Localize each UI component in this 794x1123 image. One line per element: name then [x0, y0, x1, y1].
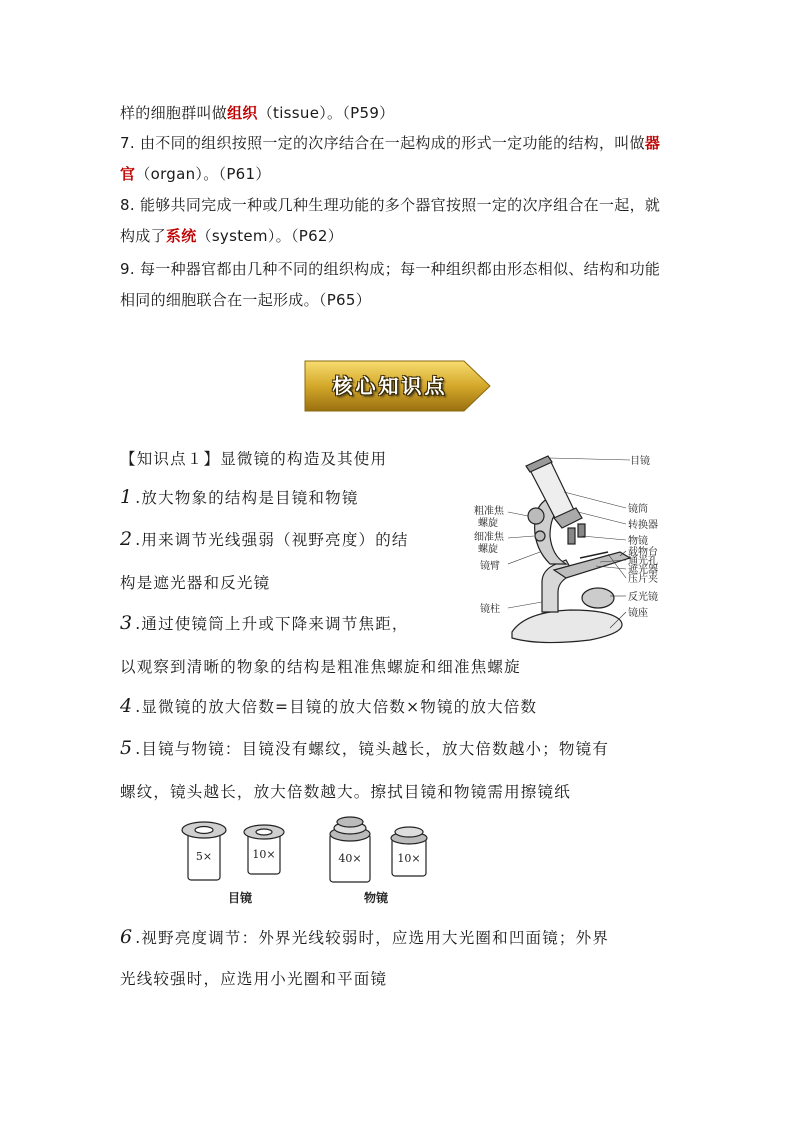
- banner-title: 核心知识点: [332, 374, 448, 398]
- label-diaphragm: 遮光器: [628, 565, 658, 576]
- knowledge-item-4: 4 .显微镜的放大倍数=目镜的放大倍数×物镜的放大倍数: [120, 695, 538, 717]
- label-pillar: 镜柱: [480, 604, 500, 615]
- eyepiece-caption: 目镜: [227, 891, 253, 905]
- knowledge-item-6-cont: 光线较强时，应选用小光圈和平面镜: [120, 970, 388, 988]
- label-arm: 镜臂: [480, 561, 500, 572]
- label-coarse-focus-2: 螺旋: [478, 518, 498, 529]
- objective-40x-label: 40×: [338, 852, 362, 865]
- lenses-diagram: [180, 812, 440, 908]
- knowledge-item-6: 6 .视野亮度调节：外界光线较弱时，应选用大光圈和凹面镜；外界: [120, 926, 610, 948]
- term-organ: 器官: [120, 134, 661, 183]
- paragraph-7: 7. 由不同的组织按照一定的次序结合在一起构成的形式一定功能的结构，叫做器官（organ）。（P61）: [120, 134, 661, 183]
- label-revolver: 转换器: [628, 520, 658, 531]
- eyepiece-5x-label: 5×: [195, 850, 213, 863]
- knowledge-item-3-cont: 以观察到清晰的物象的结构是粗准焦螺旋和细准焦螺旋: [120, 658, 521, 676]
- microscope-drawing: [512, 456, 630, 643]
- knowledge-item-5: 5 .目镜与物镜：目镜没有螺纹，镜头越长，放大倍数越小；物镜有: [120, 737, 610, 759]
- label-mirror: 反光镜: [628, 592, 658, 603]
- objective-40x: [330, 817, 370, 882]
- paragraph-9: 9. 每一种器官都由几种不同的组织构成；每一种组织都由形态相似、结构和功能相同的细胞联合在一起形成。（P65）: [120, 260, 661, 309]
- term-tissue: 组织: [227, 104, 258, 122]
- label-fine-focus-2: 螺旋: [478, 544, 498, 555]
- label-tube: 镜筒: [628, 504, 648, 515]
- paragraph-8: 8. 能够共同完成一种或几种生理功能的多个器官按照一定的次序组合在一起，就构成了系统（system）。（P62）: [120, 196, 661, 245]
- knowledge-heading: 【知识点１】显微镜的构造及其使用: [120, 450, 388, 468]
- core-knowledge-banner: [304, 360, 492, 412]
- label-stage: 载物台: [628, 547, 658, 558]
- term-system: 系统: [165, 227, 197, 245]
- knowledge-item-2-cont: 构是遮光器和反光镜: [120, 574, 271, 592]
- label-coarse-focus: 粗准焦: [474, 506, 504, 517]
- label-aperture: 通光孔: [628, 556, 658, 567]
- label-clip: 压片夹: [628, 574, 658, 585]
- label-base: 镜座: [628, 608, 648, 619]
- knowledge-item-3: 3 .通过使镜筒上升或下降来调节焦距，: [120, 612, 409, 634]
- knowledge-item-1: 1 .放大物象的结构是目镜和物镜: [120, 486, 359, 508]
- objective-caption: 物镜: [363, 891, 389, 905]
- label-fine-focus: 细准焦: [474, 532, 504, 543]
- paragraph-6-tail: 样的细胞群叫做组织（tissue）。（P59）: [120, 104, 395, 122]
- knowledge-item-2: 2 .用来调节光线强弱（视野亮度）的结: [120, 528, 409, 550]
- eyepiece-10x-label: 10×: [252, 848, 276, 861]
- label-objective: 物镜: [628, 536, 648, 547]
- microscope-diagram: [470, 452, 688, 648]
- knowledge-item-5-cont: 螺纹，镜头越长，放大倍数越大。擦拭目镜和物镜需用擦镜纸: [120, 783, 571, 801]
- label-eyepiece: 目镜: [630, 456, 650, 467]
- objective-10x-label: 10×: [397, 852, 421, 865]
